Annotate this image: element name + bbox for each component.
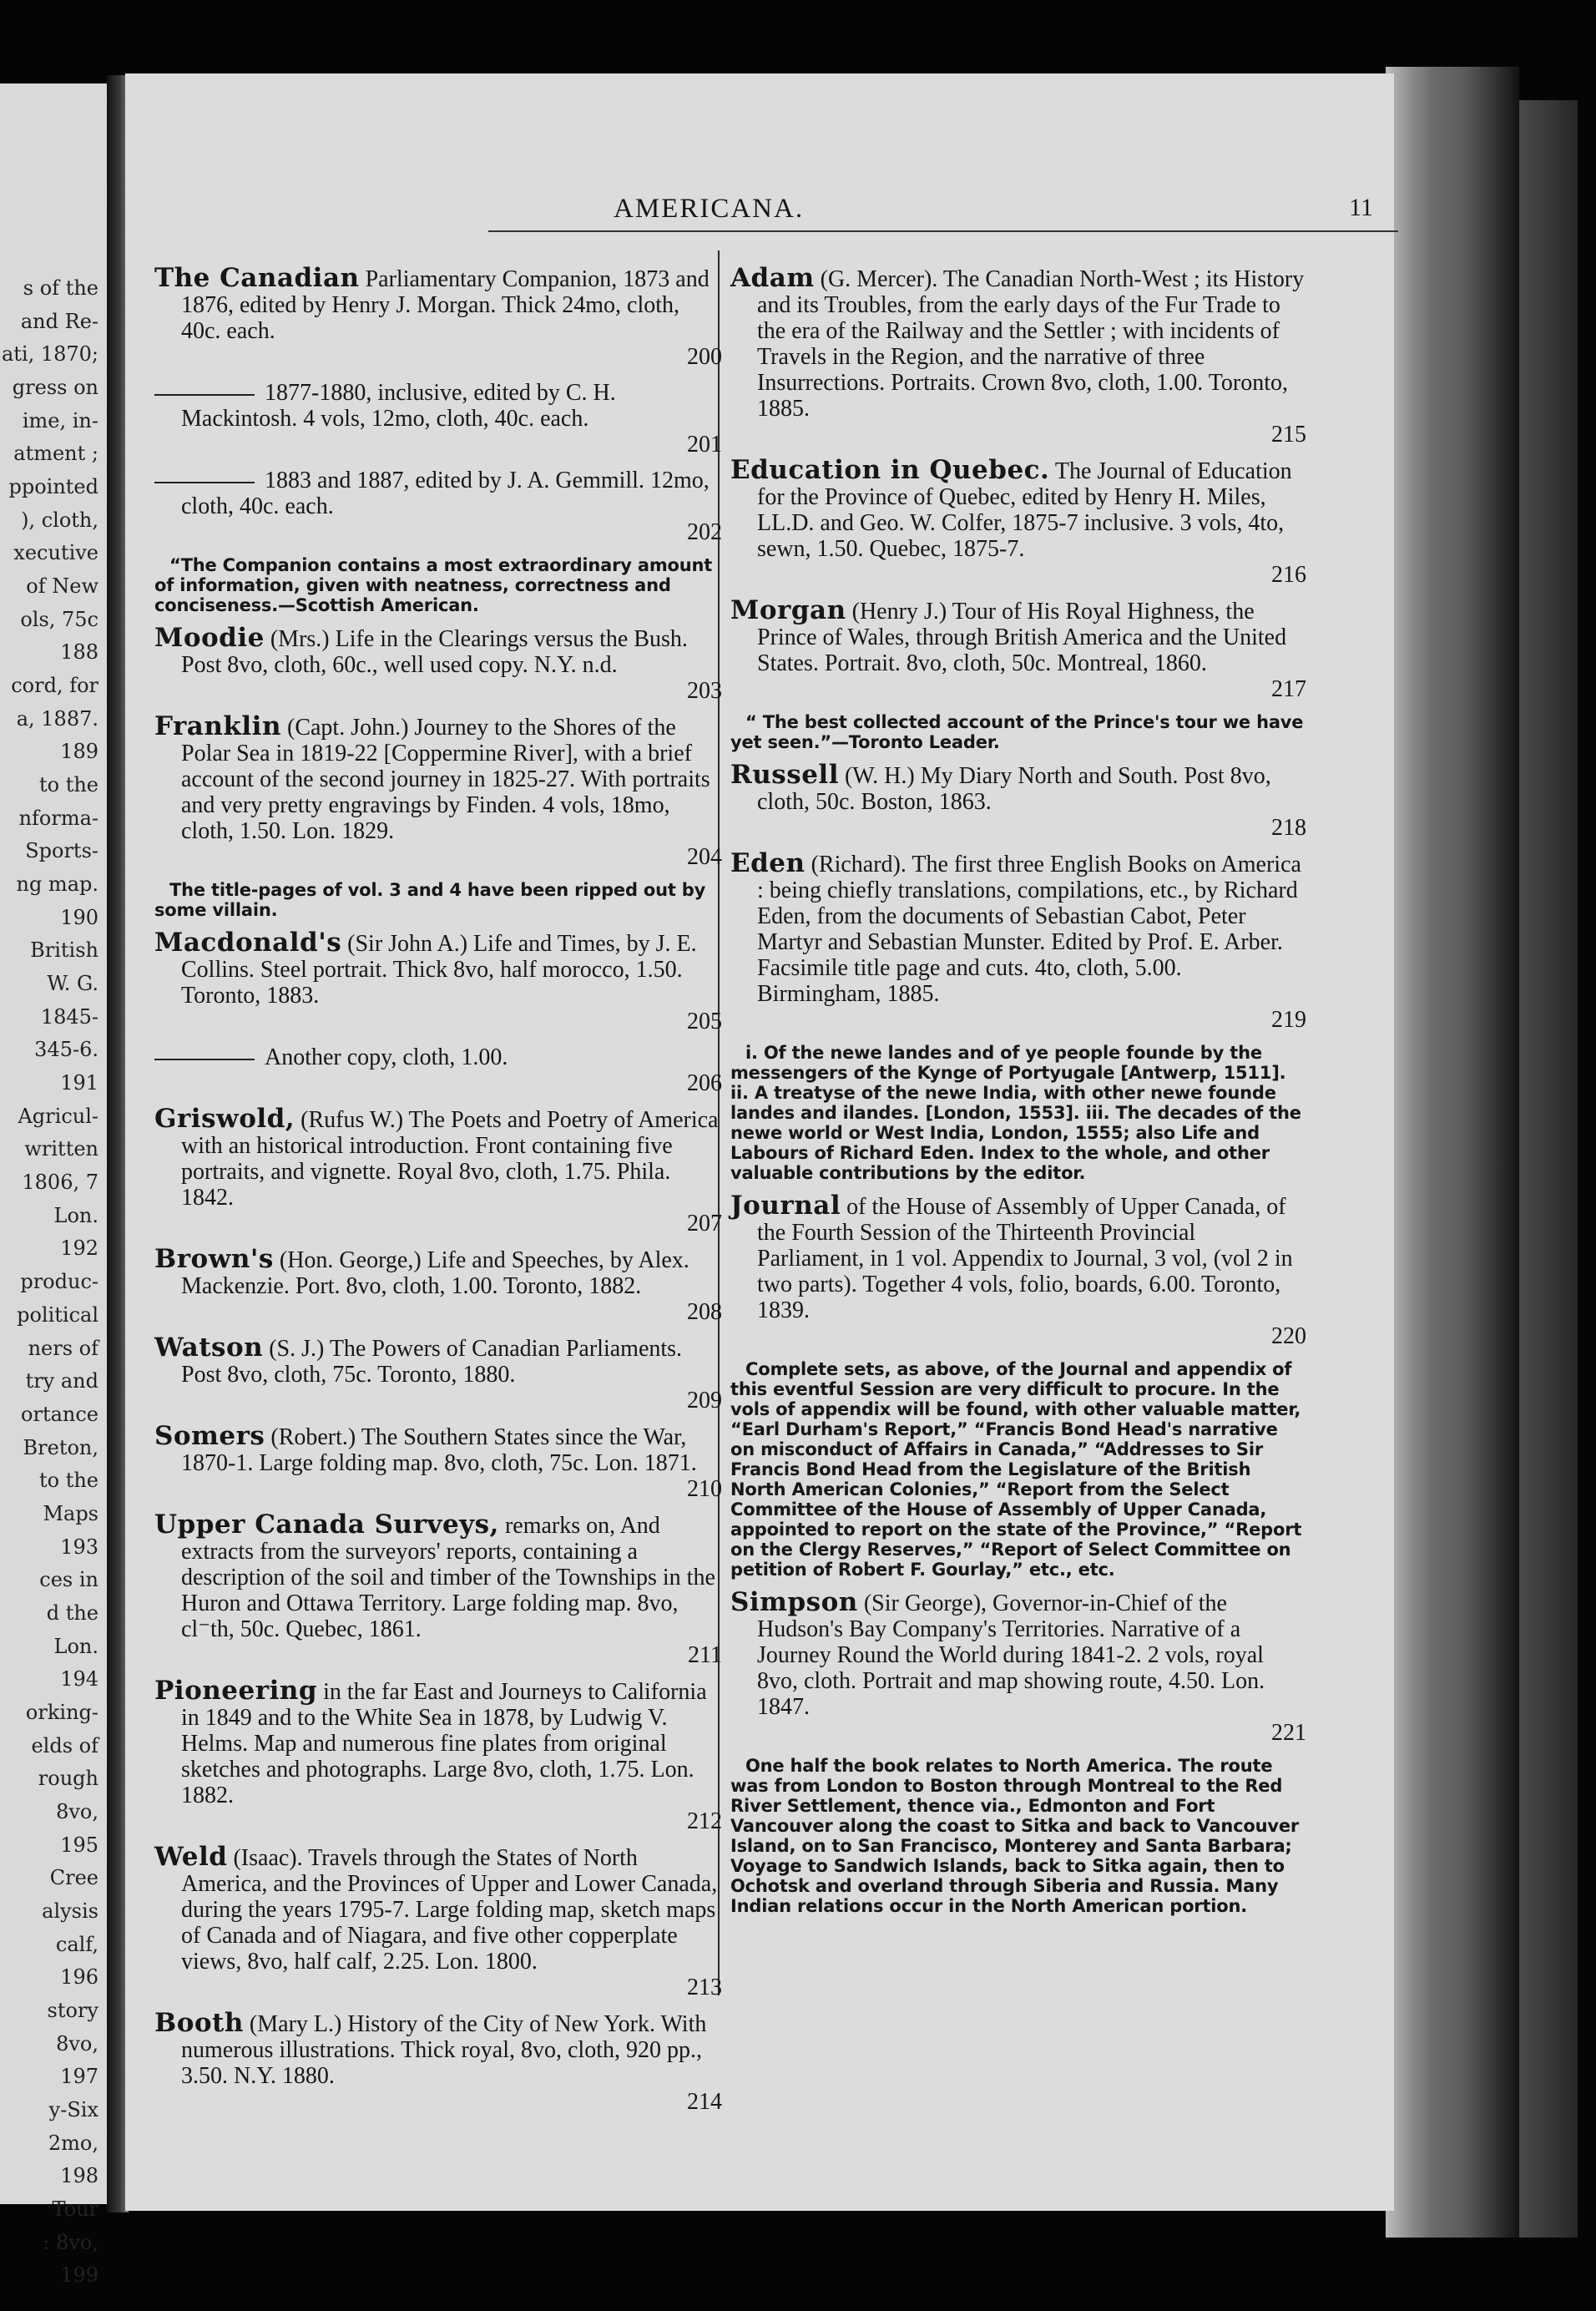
left-page-text-fragment: y-Six [48,2097,98,2121]
entry-heading: Journal [730,1191,841,1221]
catalog-note: The title-pages of vol. 3 and 4 have been ripped out by some villain. [154,880,706,920]
entry-number: 200 [687,344,722,370]
entry-number: 219 [1271,1007,1306,1033]
entry-text: remarks on, And extracts from the surveyors' reports, containing a description of the soil and timber of the Townships in the Huron and Ottawa Territory. Large folding map. 8vo, cl⁻th, 50c. Quebec, 1861. [181,1513,715,1642]
entry-number: 215 [1271,422,1306,448]
catalog-entry [730,265,1306,448]
left-page-text-fragment: Maps [43,1501,98,1525]
left-page-text-fragment: 199 [60,2263,98,2288]
entry-number: 216 [1271,562,1306,588]
entry-number: 221 [1271,1720,1306,1746]
left-page-text-fragment: 190 [60,905,98,929]
entry-number: 218 [1271,815,1306,841]
entry-text: (Mary L.) History of the City of New York. With numerous illustrations. Thick royal, 8vo, cloth, 920 pp., 3.50. N.Y. 1880. [181,2011,707,2089]
left-page-text-fragment: W. G. [47,972,98,996]
entry-heading: Eden [730,848,806,878]
book-page-edges [1386,67,1519,2238]
entry-heading: Simpson [730,1587,858,1617]
catalog-entry [154,1509,722,1668]
left-page-text-fragment: d the [46,1601,98,1625]
right-column [730,265,1306,1926]
catalog-entry [730,848,1306,1033]
entry-heading: Education in Quebec. [730,455,1050,485]
entry-number: 208 [687,1299,722,1325]
entry-heading: Adam [730,263,815,293]
left-page-text-fragment: ners of [28,1336,98,1360]
entry-text: (Sir George), Governor-in-Chief of the Hudson's Bay Company's Territories. Narrative of a Journey Round the World during 1841-2. 2 vols, royal 8vo, cloth. Portrait and map showing route, 4.50. Lon. 1847. [757,1590,1265,1720]
entry-number: 214 [687,2089,722,2115]
left-page-text-fragment: political [17,1302,98,1327]
entry-text: (Hon. George,) Life and Speeches, by Alex. Mackenzie. Port. 8vo, cloth, 1.00. Toronto, 1882. [181,1247,689,1299]
entry-heading: Upper Canada Surveys, [154,1509,499,1540]
left-page-text-fragment: written [24,1137,98,1161]
catalog-entry [730,1587,1306,1746]
ditto-dash [154,394,255,396]
left-page-text-fragment: elds of [31,1733,98,1757]
entry-number: 202 [687,519,722,545]
entry-heading: Griswold, [154,1104,295,1134]
left-page-text-fragment: 191 [60,1071,98,1095]
left-page-text-fragment: 194 [60,1667,98,1692]
entry-text: (Henry J.) Tour of His Royal Highness, the Prince of Wales, through British America and the United States. Portrait. 8vo, cloth, 50c. Montreal, 1860. [757,599,1287,676]
page-number: 11 [1349,194,1373,221]
left-page-text-fragment: 8vo, [56,1799,98,1823]
entry-heading: Booth [154,2008,244,2038]
left-page-text-fragment: story [47,1998,98,2022]
left-page-text-fragment: ortance [21,1402,98,1426]
left-page-text-fragment: 193 [60,1535,98,1559]
entry-heading: Moodie [154,623,265,653]
entry-number: 210 [687,1476,722,1502]
catalog-note: Complete sets, as above, of the Journal and appendix of this eventful Session are very difficult to procure. In the vols of appendix will be found, with other valuable matter, “Earl Durham's Report,” “Francis Bond Head's narrative on misconduct of Affairs in Canada,” “Addresses to Sir Francis Bond Head from the Legislature of the British North American Colonies,” “Report from the Select Committee of the House of Assembly of Upper Canada, appointed to report on the state of the Province,” “Report on the Clergy Reserves,” “Report of Select Committee on petition of Robert F. Gourlay,” etc., etc. [730,1359,1302,1580]
left-page-text-fragment: 188 [60,640,98,665]
entry-number: 212 [687,1808,722,1834]
entry-text: (G. Mercer). The Canadian North-West ; its History and its Troubles, from the early days of the Fur Trade to the era of the Railway and the Settler ; with incidents of Travels in the Region, and the narrative of three Insurrections. Portraits. Crown 8vo, cloth, 1.00. Toronto, 1885. [757,266,1305,422]
left-page-text-fragment: produc- [20,1270,98,1294]
left-page-text-fragment: British [30,938,98,963]
left-page-text-fragment: 8vo, [56,2031,98,2056]
entry-text: (W. H.) My Diary North and South. Post 8vo, cloth, 50c. Boston, 1863. [757,763,1271,815]
catalog-entry [730,455,1306,588]
catalog-entry [154,1244,722,1325]
left-page-text-fragment: atment ; [13,442,98,466]
left-page-text-fragment: Breton, [23,1435,98,1459]
entry-number: 207 [687,1211,722,1236]
left-page-text-fragment: try and [25,1369,98,1393]
entry-text: 1883 and 1887, edited by J. A. Gemmill. 12mo, cloth, 40c. each. [181,468,710,519]
catalog-entry [154,930,722,1034]
catalog-entry [730,595,1306,702]
ditto-dash [154,1059,255,1060]
entry-text: (Richard). The first three English Books on America : being chiefly translations, compilations, etc., by Richard Eden, from the documents of Sebastian Cabot, Peter Martyr and Sebastian Munster. Edited by Prof. E. Arber. Facsimile title page and cuts. 4to, cloth, 5.00. Birmingham, 1885. [757,852,1301,1007]
catalog-note: “The Companion contains a most extraordinary amount of information, given with neatness, correctness and conciseness.—Scottish American. [154,555,713,615]
entry-heading: The Canadian [154,263,360,293]
previous-page-fragment [0,83,107,2288]
left-page-text-fragment: xecutive [13,541,98,565]
left-page-text-fragment: a, 1887. [16,706,98,731]
catalog-sub-entry [154,468,722,545]
entry-text: (Sir John A.) Life and Times, by J. E. Collins. Steel portrait. Thick 8vo, half morocco, 1.50. Toronto, 1883. [181,931,697,1009]
catalog-entry [154,265,722,370]
left-page-text-fragment: rough [38,1767,98,1791]
entry-number: 204 [687,844,722,870]
entry-number: 205 [687,1009,722,1034]
entry-text: (Robert.) The Southern States since the War, 1870-1. Large folding map. 8vo, cloth, 75c. Lon. 1871. [181,1424,697,1476]
left-page-text-fragment: of New [26,574,98,599]
left-page-text-fragment: Tour [52,2197,98,2221]
entry-number: 213 [687,1975,722,2000]
left-page-text-fragment: 192 [60,1236,98,1261]
entry-heading: Macdonald's [154,928,342,958]
catalog-sub-entry [154,1044,722,1096]
entry-text: (Mrs.) Life in the Clearings versus the Bush. Post 8vo, cloth, 60c., well used copy. N.Y. n.d. [181,626,688,678]
catalog-entry [154,711,722,870]
catalog-entry [154,1421,722,1502]
left-page-text-fragment: 1806, 7 [22,1171,98,1195]
entry-heading: Brown's [154,1244,274,1274]
entry-number: 220 [1271,1323,1306,1349]
catalog-entry [154,1844,722,2000]
entry-heading: Russell [730,760,839,790]
catalog-entry [154,1678,722,1834]
left-page-text-fragment: nforma- [18,806,98,830]
left-page-text-fragment: alysis [42,1899,98,1923]
entry-number: 209 [687,1388,722,1413]
entry-heading: Somers [154,1421,265,1451]
entry-text: (Isaac). Travels through the States of North America, and the Provinces of Upper and Lower Canada, during the years 1795-7. Large folding map, sketch maps of Canada and of Niagara, and five other copperplate views, 8vo, half calf, 2.25. Lon. 1800. [181,1845,718,1975]
left-page-text-fragment: Sports- [25,839,98,863]
catalog-entry [154,1332,722,1413]
left-page-text-fragment: Lon. [53,1634,98,1658]
catalog-entry [730,762,1306,841]
left-page-text-fragment: Cree [49,1866,98,1890]
catalog-entry [154,2010,722,2115]
entry-heading: Morgan [730,595,846,625]
entry-text: (S. J.) The Powers of Canadian Parliaments. Post 8vo, cloth, 75c. Toronto, 1880. [181,1336,683,1388]
ditto-dash [154,482,255,483]
left-page-text-fragment: s of the [23,276,98,300]
entry-text: (Capt. John.) Journey to the Shores of the Polar Sea in 1819-22 [Coppermine River], with a brief account of the second journey in 1825-27. With portraits and very pretty engravings by Finden. 4 vols, 18mo, cloth, 1.50. Lon. 1829. [181,715,710,844]
entry-number: 206 [687,1070,722,1096]
left-page-text-fragment: 196 [60,1965,98,1990]
entry-number: 217 [1271,676,1306,702]
left-page-text-fragment: to the [38,773,98,797]
left-page-text-fragment: calf, [55,1932,98,1956]
left-page-text-fragment: 345-6. [34,1038,98,1062]
left-page-text-fragment: Lon. [53,1203,98,1227]
catalog-entry [730,1193,1306,1349]
entry-heading: Franklin [154,711,281,741]
left-page-text-fragment: orking- [25,1700,98,1724]
left-page-text-fragment: 195 [60,1833,98,1857]
entry-text: (Rufus W.) The Poets and Poetry of America with an historical introduction. Front containing five portraits, and vignette. Royal 8vo, cloth, 1.75. Phila. 1842. [181,1107,719,1211]
left-page-text-fragment: Agricul- [18,1104,98,1128]
left-page-text-fragment: cord, for [11,674,98,698]
entry-text: 1877-1880, inclusive, edited by C. H. Mackintosh. 4 vols, 12mo, cloth, 40c. each. [181,380,616,432]
entry-heading: Watson [154,1332,264,1363]
left-page-text-fragment: 198 [60,2164,98,2188]
left-page-text-fragment: ols, 75c [20,607,98,631]
left-page-text-fragment: ppointed [8,475,98,499]
catalog-note: i. Of the newe landes and of ye people founde by the messengers of the Kynge of Portyugale [Antwerp, 1511]. ii. A treatyse of the newe India, with other newe founde landes and ilandes. [London, 1553]. iii. The decades of the newe world or West India, London, 1555; also Life and Labours of Richard Eden. Index to the whole, and other valuable contributions by the editor. [730,1043,1301,1183]
left-page-text-fragment: 1845- [40,1004,98,1029]
left-column [154,265,722,2125]
catalog-sub-entry [154,380,722,458]
left-page-text-fragment: ng map. [16,872,98,897]
entry-number: 211 [688,1642,722,1668]
entry-text: Another copy, cloth, 1.00. [265,1044,508,1070]
catalog-entry [154,625,722,704]
left-page-text-fragment: and Re- [20,309,98,333]
left-page-text-fragment: ces in [39,1568,98,1592]
left-page-text-fragment: 197 [60,2065,98,2089]
left-page-text-fragment: 189 [60,740,98,764]
page-header [488,194,1398,232]
entry-text: Parliamentary Companion, 1873 and 1876, edited by Henry J. Morgan. Thick 24mo, cloth, 40c. each. [181,266,710,344]
left-page-text-fragment: ati, 1870; [1,342,98,367]
entry-number: 201 [687,432,722,458]
catalog-note: One half the book relates to North America. The route was from London to Boston through Montreal to the Red River Settlement, thence via., Edmonton and Fort Vancouver along the coast to Sitka and back to Vancouver Island, on to San Francisco, Monterey and Santa Barbara; Voyage to Sandwich Islands, back to Sitka again, then to Ochotsk and overland through Siberia and Russia. Many Indian relations occur in the North American portion. [730,1756,1300,1916]
running-head: AMERICANA. [614,194,805,224]
entry-text: in the far East and Journeys to California in 1849 and to the White Sea in 1878, by Ludwig V. Helms. Map and numerous fine plates from original sketches and photographs. Large 8vo, cloth, 1.75. Lon. 1882. [181,1679,707,1808]
catalog-entry [154,1106,722,1236]
left-page-text-fragment: ), cloth, [21,508,98,532]
left-page-text-fragment: : 8vo, [43,2230,98,2254]
book-cover-edge [1519,100,1578,2238]
left-page-text-fragment: 2mo, [48,2131,98,2155]
entry-number: 203 [687,678,722,704]
entry-heading: Weld [154,1842,228,1872]
entry-heading: Pioneering [154,1676,318,1706]
left-page-text-fragment: to the [38,1469,98,1493]
entry-text: of the House of Assembly of Upper Canada, of the Fourth Session of the Thirteenth Provincial Parliament, in 1 vol. Appendix to Journal, 3 vol, (vol 2 in two parts). Together 4 vols, folio, boards, 6.00. Toronto, 1839. [757,1194,1293,1323]
left-page-text-fragment: gress on [12,376,98,400]
catalog-note: “ The best collected account of the Prince's tour we have yet seen.”—Toronto Leader. [730,712,1304,752]
left-page-text-fragment: ime, in- [22,408,98,432]
entry-text: The Journal of Education for the Province of Quebec, edited by Henry H. Miles, LL.D. and Geo. W. Colfer, 1875-7 inclusive. 3 vols, 4to, sewn, 1.50. Quebec, 1875-7. [757,458,1292,562]
